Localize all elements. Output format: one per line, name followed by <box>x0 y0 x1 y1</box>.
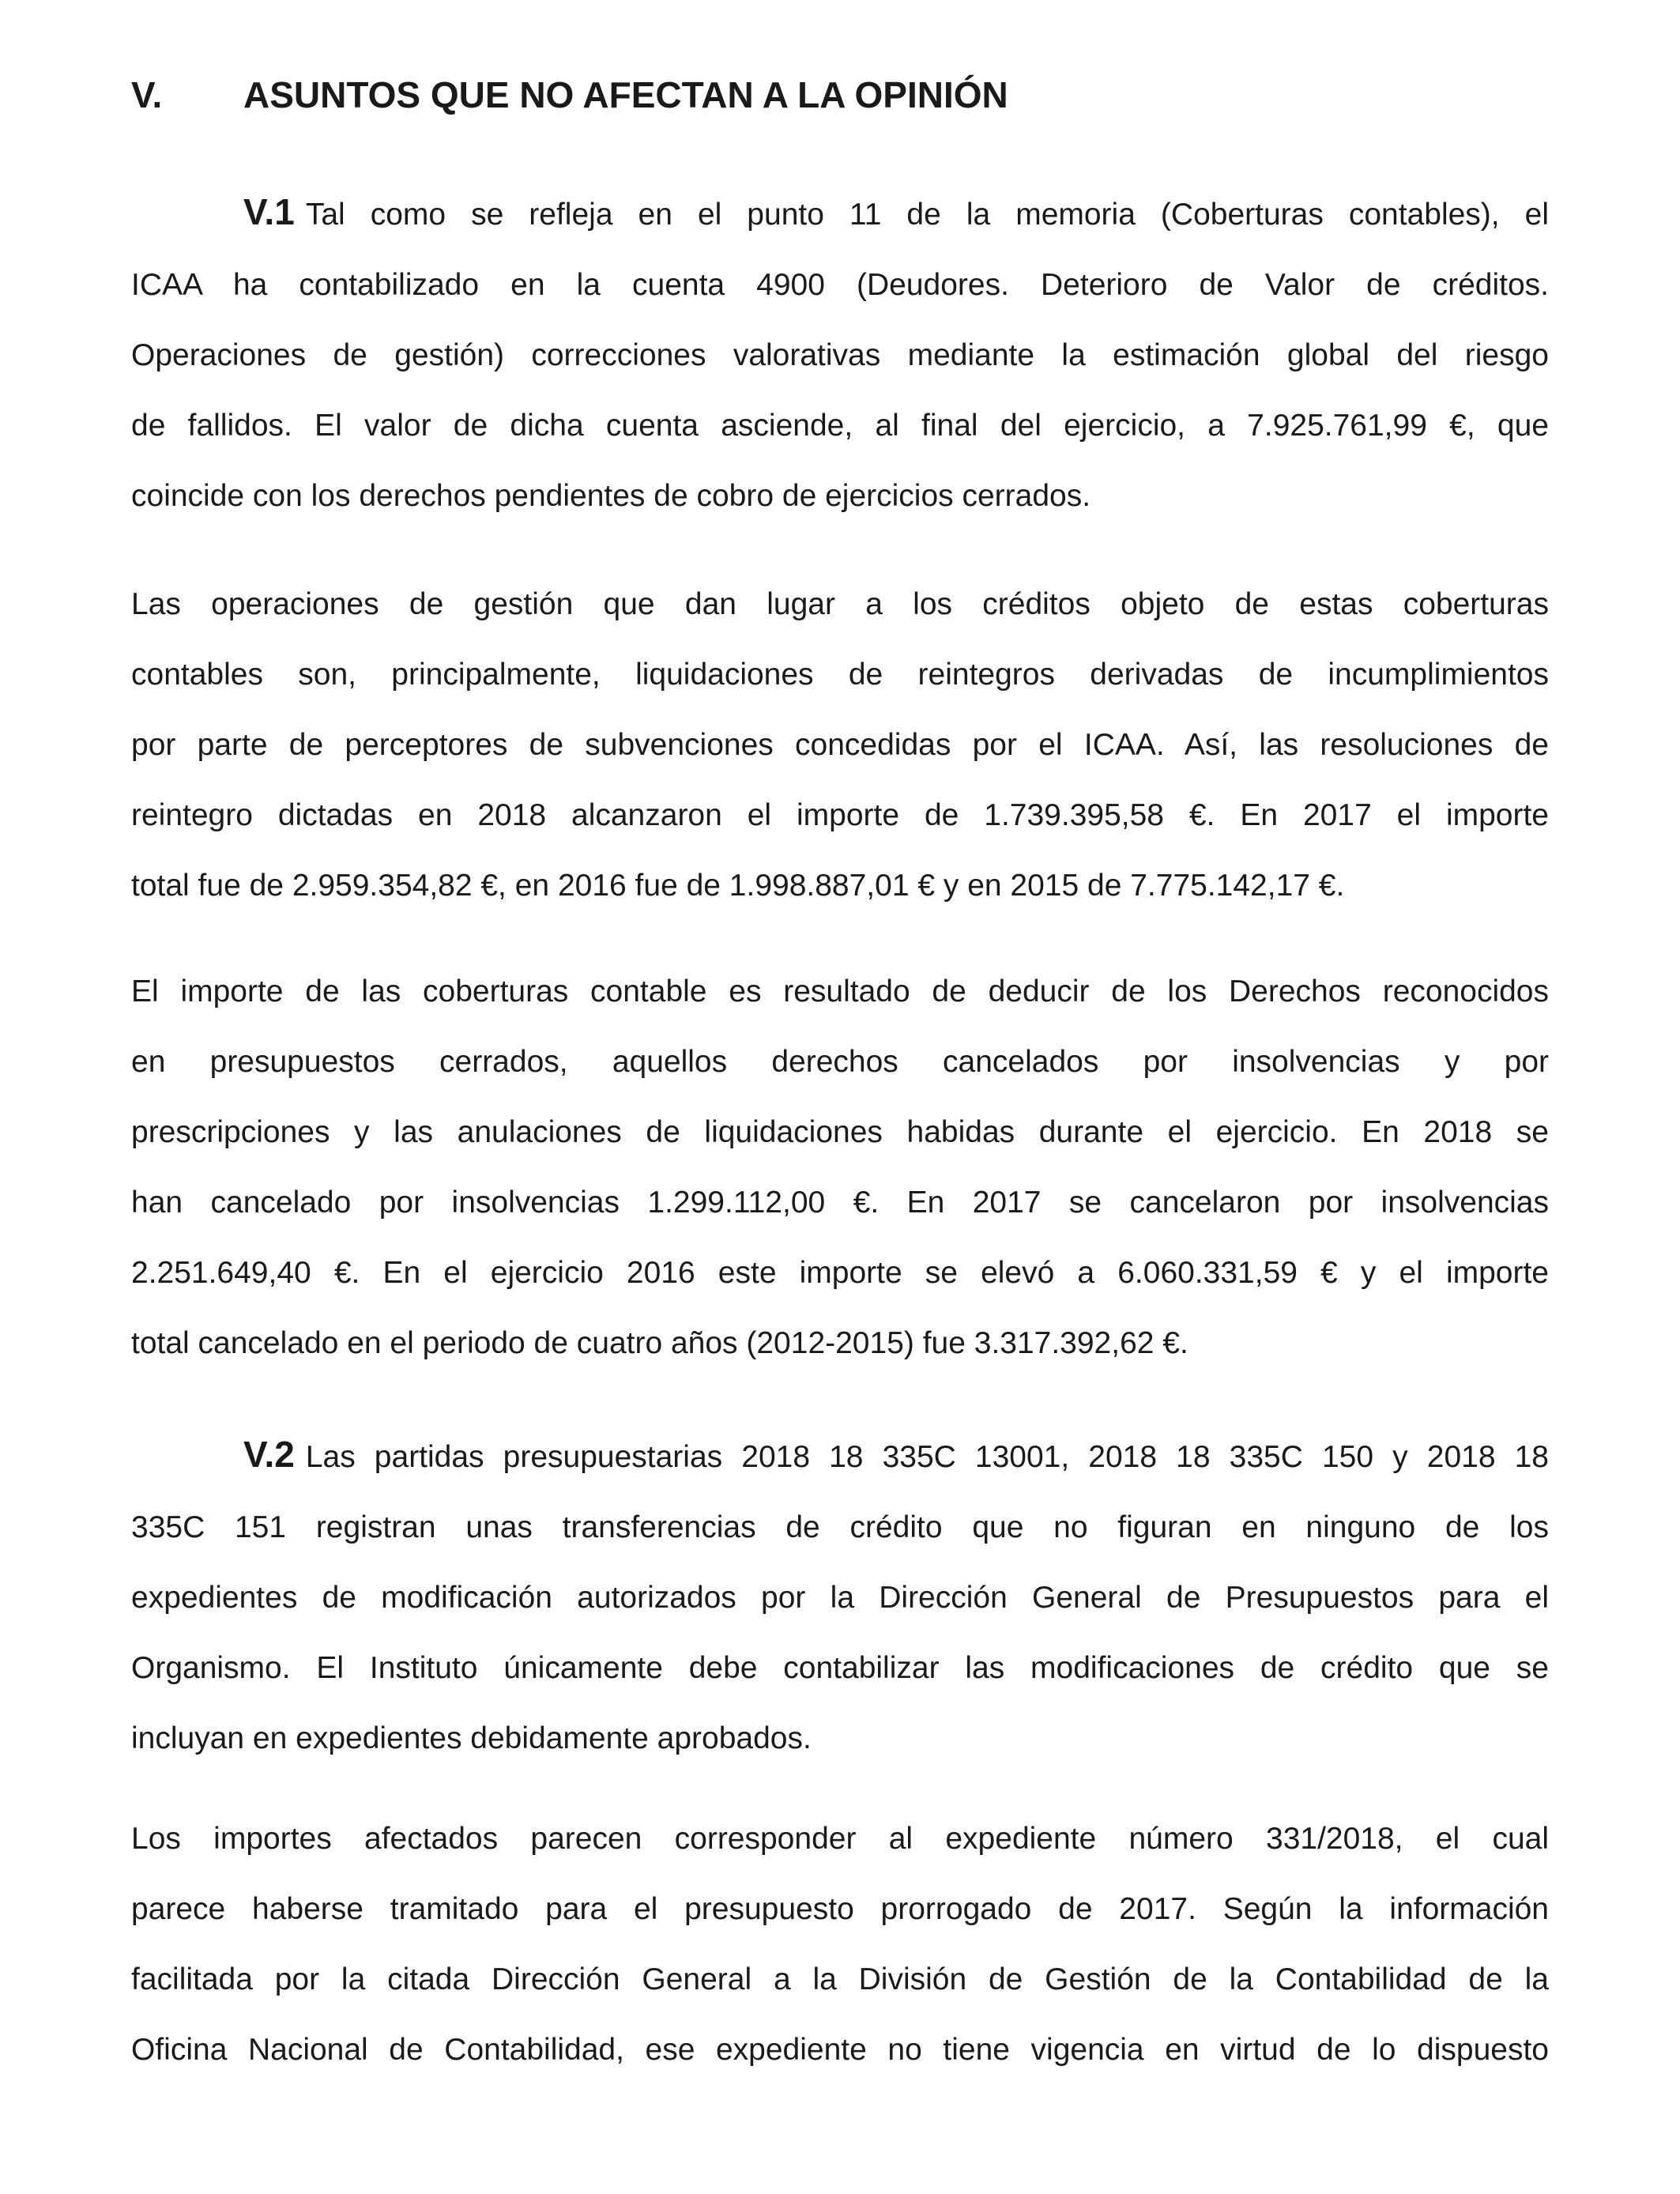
paragraph-v2-2 <box>131 1804 1549 2085</box>
paragraph-v2-1 <box>131 1419 1549 1774</box>
paragraph-v1-1 <box>131 177 1549 531</box>
paragraph-v1-2 <box>131 569 1549 921</box>
paragraph-line: 335C 151 registran unas transferencias de crédito que no figuran en ninguno de los <box>131 1510 1549 1544</box>
paragraph-line: Organismo. El Instituto únicamente debe contabilizar las modificaciones de crédito que se <box>131 1651 1549 1685</box>
paragraph-line: contables son, principalmente, liquidaciones de reintegros derivadas de incumplimientos <box>131 658 1549 692</box>
paragraph-line: en presupuestos cerrados, aquellos derechos cancelados por insolvencias y por <box>131 1045 1549 1079</box>
paragraph-line: incluyan en expedientes debidamente aprobados. <box>131 1721 812 1755</box>
paragraph-line: reintegro dictadas en 2018 alcanzaron el importe de 1.739.395,58 €. En 2017 el importe <box>131 798 1549 832</box>
paragraph-line: El importe de las coberturas contable es resultado de deducir de los Derechos reconocidos <box>131 974 1549 1008</box>
paragraph-line: V.1 Tal como se refleja en el punto 11 de la memoria (Coberturas contables), el <box>243 191 1549 232</box>
paragraph-line: expedientes de modificación autorizados por la Dirección General de Presupuestos para el <box>131 1581 1549 1615</box>
section-heading-number: V. <box>131 74 163 115</box>
subsection-number: V.2 <box>243 1434 295 1475</box>
paragraph-line: V.2 Las partidas presupuestarias 2018 18 335C 13001, 2018 18 335C 150 y 2018 18 <box>243 1434 1549 1475</box>
paragraph-line: Operaciones de gestión) correcciones valorativas mediante la estimación global del riesgo <box>131 338 1549 372</box>
paragraph-line: total cancelado en el periodo de cuatro años (2012-2015) fue 3.317.392,62 €. <box>131 1326 1188 1360</box>
section-heading <box>131 73 1008 117</box>
paragraph-v1-3 <box>131 956 1549 1378</box>
section-heading-title: ASUNTOS QUE NO AFECTAN A LA OPINIÓN <box>243 74 1008 115</box>
paragraph-line: Oficina Nacional de Contabilidad, ese expediente no tiene vigencia en virtud de lo dispuesto <box>131 2033 1549 2067</box>
paragraph-line: Los importes afectados parecen corresponder al expediente número 331/2018, el cual <box>131 1822 1549 1856</box>
paragraph-line: total fue de 2.959.354,82 €, en 2016 fue de 1.998.887,01 € y en 2015 de 7.775.142,17 €. <box>131 869 1345 903</box>
paragraph-line: facilitada por la citada Dirección General a la División de Gestión de la Contabilidad de la <box>131 1962 1549 1996</box>
paragraph-line: 2.251.649,40 €. En el ejercicio 2016 este importe se elevó a 6.060.331,59 € y el importe <box>131 1256 1549 1290</box>
paragraph-line: coincide con los derechos pendientes de cobro de ejercicios cerrados. <box>131 479 1091 513</box>
paragraph-line: parece haberse tramitado para el presupuesto prorrogado de 2017. Según la información <box>131 1892 1549 1926</box>
paragraph-line: de fallidos. El valor de dicha cuenta asciende, al final del ejercicio, a 7.925.761,99 €, que <box>131 409 1549 443</box>
paragraph-line: prescripciones y las anulaciones de liquidaciones habidas durante el ejercicio. En 2018 se <box>131 1115 1549 1149</box>
paragraph-line: han cancelado por insolvencias 1.299.112,00 €. En 2017 se cancelaron por insolvencias <box>131 1186 1549 1220</box>
subsection-number: V.1 <box>243 191 295 232</box>
paragraph-line: Las operaciones de gestión que dan lugar a los créditos objeto de estas coberturas <box>131 587 1549 621</box>
paragraph-line: por parte de perceptores de subvenciones concedidas por el ICAA. Así, las resoluciones de <box>131 728 1549 762</box>
paragraph-line: ICAA ha contabilizado en la cuenta 4900 (Deudores. Deterioro de Valor de créditos. <box>131 268 1549 302</box>
